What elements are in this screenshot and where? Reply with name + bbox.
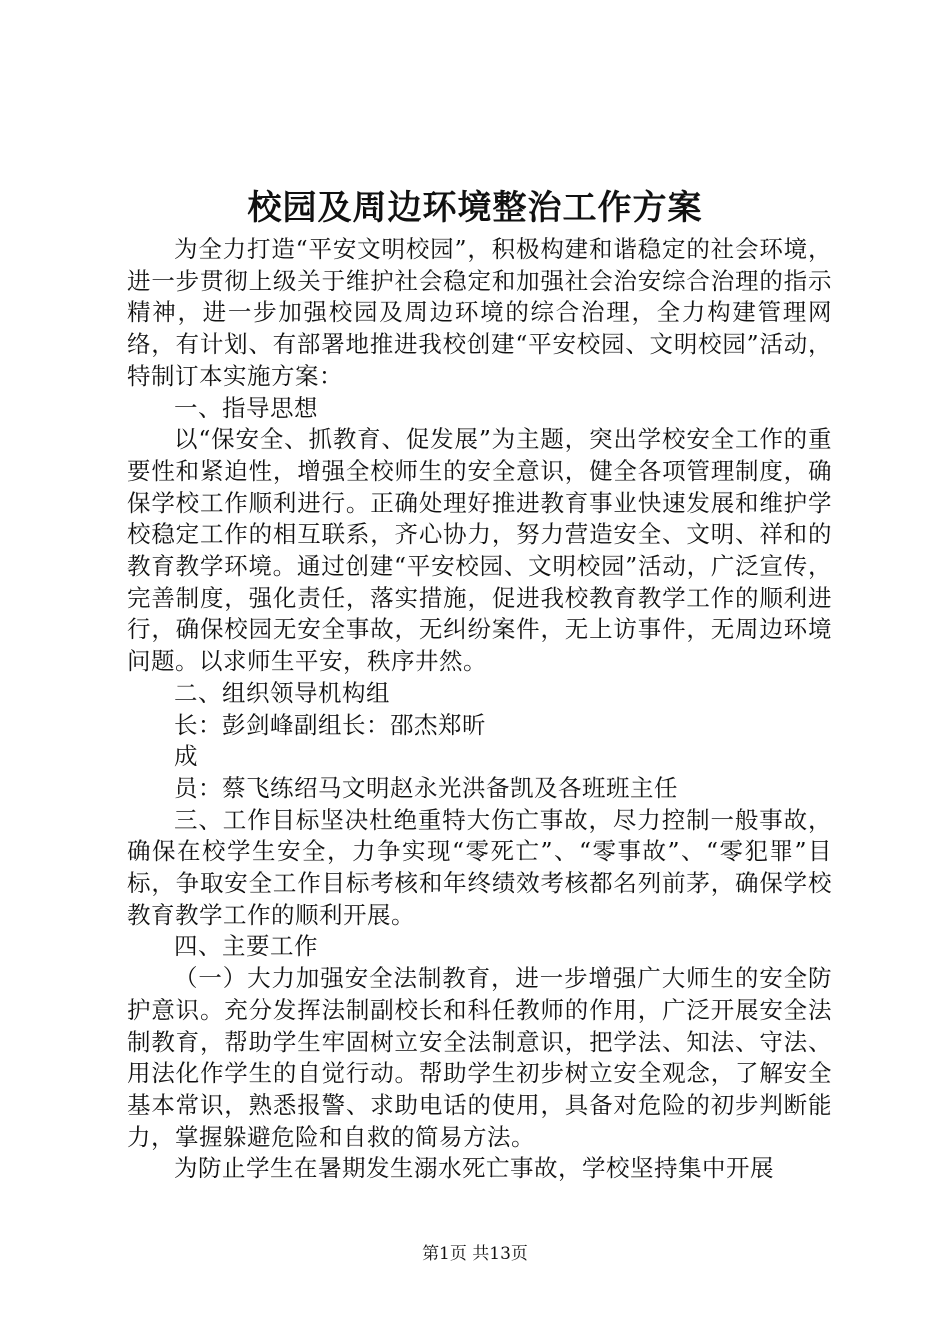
section-heading-main-work: 四、主要工作: [174, 932, 318, 961]
organization-members: 员：蔡飞练绍马文明赵永光洪备凯及各班班主任: [174, 773, 678, 802]
organization-members-label: 成: [174, 742, 198, 771]
drowning-prevention-paragraph: 为防止学生在暑期发生溺水死亡事故，学校坚持集中开展: [174, 1154, 774, 1183]
organization-leaders: 长：彭剑峰副组长：邵杰郑昕: [174, 710, 486, 739]
intro-paragraph: 为全力打造“平安文明校园”，积极构建和谐稳定的社会环境，进一步贯彻上级关于维护社会稳定和加强社会治安综合治理的指示精神，进一步加强校园及周边环境的综合治理，全力构建管理网络，有计划、有部署地推进我校创建“平安校园、文明校园”活动，特制订本实施方案：: [127, 235, 832, 390]
section-heading-organization: 二、组织领导机构组: [174, 678, 390, 707]
page-footer: 第1页 共13页: [422, 1244, 528, 1264]
work-goals-paragraph: 三、工作目标坚决杜绝重特大伤亡事故，尽力控制一般事故，确保在校学生安全，力争实现“零死亡”、“零事故”、“零犯罪”目标，争取安全工作目标考核和年终绩效考核都名列前茅，确保学校教育教学工作的顺利开展。: [127, 805, 832, 929]
document-body: [127, 234, 832, 1185]
main-work-item-1: （一）大力加强安全法制教育，进一步增强广大师生的安全防护意识。充分发挥法制副校长和科任教师的作用，广泛开展安全法制教育，帮助学生牢固树立安全法制意识，把学法、知法、守法、用法化作学生的自觉行动。帮助学生初步树立安全观念，了解安全基本常识，熟悉报警、求助电话的使用，具备对危险的初步判断能力，掌握躲避危险和自救的简易方法。: [127, 964, 832, 1151]
section-heading-guiding-thought: 一、指导思想: [174, 393, 318, 422]
guiding-thought-paragraph: 以“保安全、抓教育、促发展”为主题，突出学校安全工作的重要性和紧迫性，增强全校师生的安全意识，健全各项管理制度，确保学校工作顺利进行。正确处理好推进教育事业快速发展和维护学校稳定工作的相互联系，齐心协力，努力营造安全、文明、祥和的教育教学环境。通过创建“平安校园、文明校园”活动，广泛宣传，完善制度，强化责任，落实措施，促进我校教育教学工作的顺利进行，确保校园无安全事故，无纠纷案件，无上访事件，无周边环境问题。以求师生平安，秩序井然。: [127, 425, 832, 676]
document-title: 校园及周边环境整治工作方案: [247, 188, 703, 228]
